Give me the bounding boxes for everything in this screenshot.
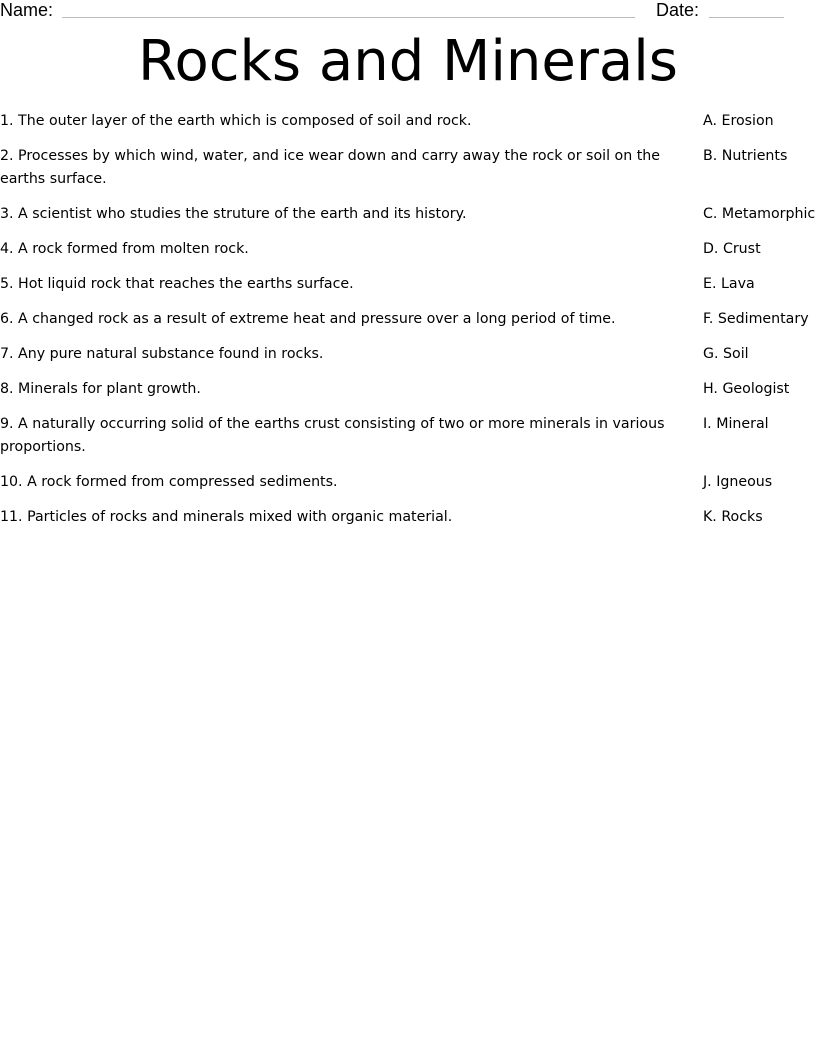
list-item <box>0 273 816 296</box>
answer-option: F. Sedimentary <box>703 311 809 327</box>
matching-list <box>0 110 816 541</box>
question-text: 7. Any pure natural substance found in rocks. <box>0 346 324 362</box>
name-label: Name: <box>0 0 54 20</box>
question-text: 11. Particles of rocks and minerals mixed with organic material. <box>0 509 453 525</box>
date-field[interactable] <box>709 17 784 18</box>
question-text: 5. Hot liquid rock that reaches the earths surface. <box>0 276 354 292</box>
answer-option: I. Mineral <box>703 416 769 432</box>
answer-option: C. Metamorphic <box>703 206 816 222</box>
question-text: 4. A rock formed from molten rock. <box>0 241 249 257</box>
question-text: 9. A naturally occurring solid of the earths crust consisting of two or more minerals in various proportions. <box>0 416 665 455</box>
answer-option: B. Nutrients <box>703 148 788 164</box>
answer-option: G. Soil <box>703 346 749 362</box>
list-item <box>0 308 816 331</box>
answer-option: H. Geologist <box>703 381 790 397</box>
list-item <box>0 203 816 226</box>
answer-option: E. Lava <box>703 276 755 292</box>
question-text: 10. A rock formed from compressed sediments. <box>0 474 338 490</box>
question-text: 3. A scientist who studies the struture of the earth and its history. <box>0 206 467 222</box>
list-item <box>0 378 816 401</box>
list-item <box>0 471 816 494</box>
question-text: 2. Processes by which wind, water, and ice wear down and carry away the rock or soil on the earths surface. <box>0 148 660 187</box>
list-item <box>0 343 816 366</box>
name-field[interactable] <box>62 17 635 18</box>
date-label: Date: <box>656 0 700 20</box>
question-text: 1. The outer layer of the earth which is composed of soil and rock. <box>0 113 472 129</box>
list-item <box>0 413 816 459</box>
answer-option: J. Igneous <box>703 474 773 490</box>
answer-option: A. Erosion <box>703 113 774 129</box>
list-item <box>0 145 816 191</box>
worksheet-header <box>0 0 816 24</box>
question-text: 8. Minerals for plant growth. <box>0 381 201 397</box>
page-title: Rocks and Minerals <box>138 29 678 94</box>
answer-option: K. Rocks <box>703 509 763 525</box>
list-item <box>0 506 816 529</box>
list-item <box>0 110 816 133</box>
answer-option: D. Crust <box>703 241 761 257</box>
list-item <box>0 238 816 261</box>
question-text: 6. A changed rock as a result of extreme heat and pressure over a long period of time. <box>0 311 616 327</box>
